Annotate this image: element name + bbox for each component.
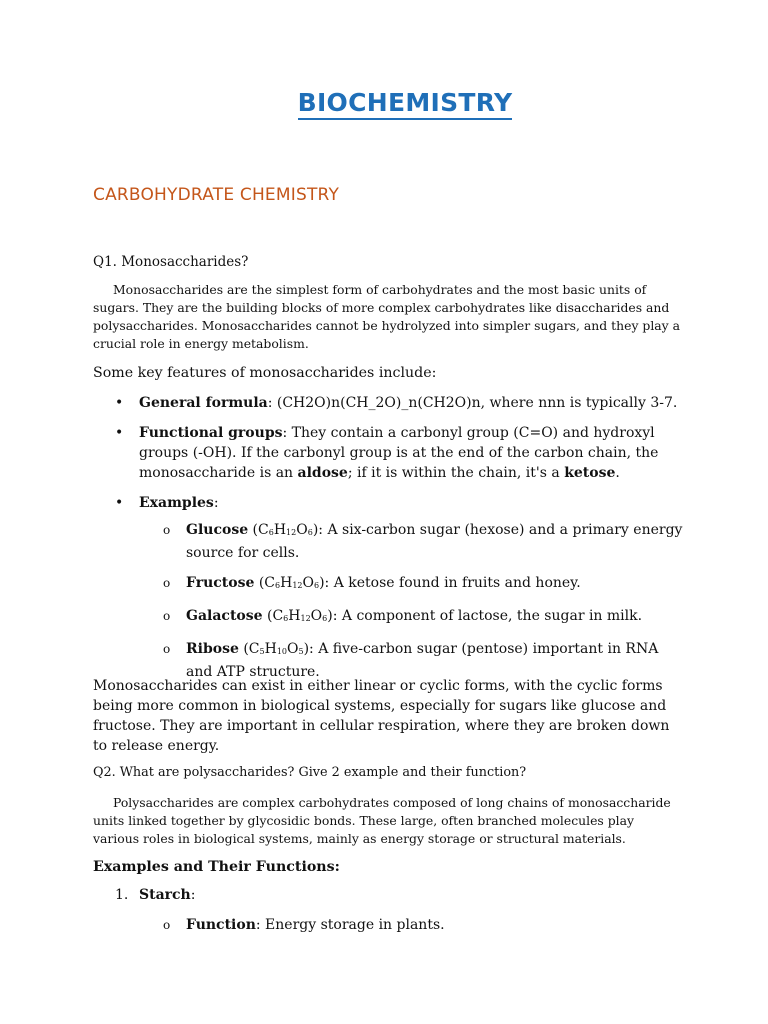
starch-sublist xyxy=(93,915,683,935)
bullet-icon: • xyxy=(115,395,124,411)
document-title xyxy=(0,88,768,117)
circle-bullet-icon: o xyxy=(163,576,171,590)
list-item: o Ribose $(C_5H_{10}O_5)$: A five-carbon sugar (pentose) important in RNA and ATP structure. xyxy=(163,641,659,680)
list-item: • Functional groups: They contain a carbonyl group (C=O) and hydroxyl groups (-OH). If the carbonyl group is at the end of the carbon chain, the monosaccharide is an aldose; if it is within the chain, it's a ketose. xyxy=(115,425,659,481)
features-list xyxy=(93,393,683,513)
list-item: o Function: Energy storage in plants. xyxy=(163,917,445,933)
section-heading: CARBOHYDRATE CHEMISTRY xyxy=(93,185,340,205)
q2-intro-paragraph: Polysaccharides are complex carbohydrates composed of long chains of monosaccharide units linked together by glycosidic bonds. These large, often branched molecules play various roles in biological systems, mainly as energy storage or structural materials. xyxy=(93,795,671,846)
list-item: 1. Starch: xyxy=(115,887,196,903)
features-lead: Some key features of monosaccharides include: xyxy=(93,365,437,381)
polysaccharide-list xyxy=(93,885,683,905)
list-item: • Examples: xyxy=(115,495,219,511)
forms-paragraph: Monosaccharides can exist in either linear or cyclic forms, with the cyclic forms being more common in biological systems, especially for sugars like glucose and fructose. They are important in cellular respiration, where they are broken down to release energy. xyxy=(93,678,670,754)
list-number: 1. xyxy=(115,887,129,903)
list-item: • General formula: (CH2O)n(CH_2O)_n(CH2O)n, where nnn is typically 3-7. xyxy=(115,395,678,411)
list-item: o Glucose $(C_6H_{12}O_6)$: A six-carbon sugar (hexose) and a primary energy source for cells. xyxy=(163,522,683,561)
question-2: Q2. What are polysaccharides? Give 2 example and their function? xyxy=(93,765,527,780)
examples-sublist xyxy=(93,520,683,682)
q1-intro-paragraph: Monosaccharides are the simplest form of carbohydrates and the most basic units of sugars. They are the building blocks of more complex carbohydrates like disaccharides and polysaccharides. Monosaccharides cannot be hydrolyzed into simpler sugars, and they play a crucial role in energy metabolism. xyxy=(93,282,680,351)
circle-bullet-icon: o xyxy=(163,918,171,932)
list-item: o Galactose $(C_6H_{12}O_6)$: A component of lactose, the sugar in milk. xyxy=(163,608,643,624)
circle-bullet-icon: o xyxy=(163,523,171,537)
document-title-text: BIOCHEMISTRY xyxy=(298,88,513,120)
bullet-icon: • xyxy=(115,495,124,511)
examples-heading-text: Examples and Their Functions: xyxy=(93,859,340,875)
question-1: Q1. Monosaccharides? xyxy=(93,254,249,270)
list-item: o Fructose $(C_6H_{12}O_6)$: A ketose found in fruits and honey. xyxy=(163,575,581,591)
circle-bullet-icon: o xyxy=(163,642,171,656)
examples-heading xyxy=(93,857,683,877)
circle-bullet-icon: o xyxy=(163,609,171,623)
bullet-icon: • xyxy=(115,425,124,441)
